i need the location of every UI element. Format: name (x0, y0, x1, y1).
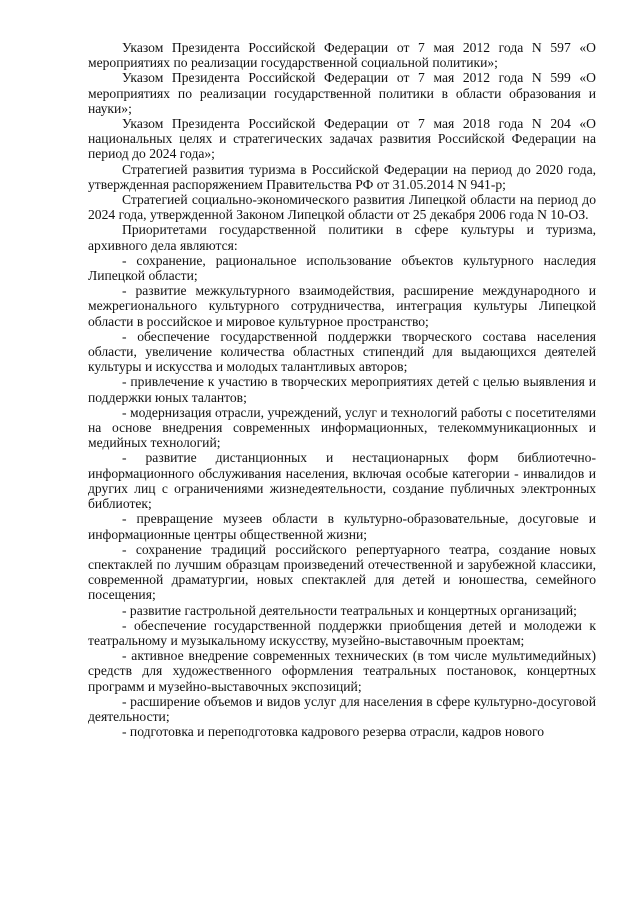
priorities-intro-paragraph: Приоритетами государственной политики в сфере культуры и туризма, архивного дела являются: (88, 222, 596, 253)
priority-list-item: - превращение музеев области в культурно-образовательные, досуговые и информационные центры общественной жизни; (88, 511, 596, 542)
priority-list-item: - сохранение традиций российского репертуарного театра, создание новых спектаклей по лучшим образцам произведений отечественной и зарубежной классики, современной драматургии, новых спектаклей для детей и юношества, семейного посещения; (88, 541, 596, 603)
priority-list-item: - подготовка и переподготовка кадрового резерва отрасли, кадров нового (122, 724, 545, 740)
decree-597-paragraph: Указом Президента Российской Федерации от 7 мая 2012 года N 597 «О мероприятиях по реализации государственной социальной политики»; (88, 40, 596, 71)
decree-599-paragraph: Указом Президента Российской Федерации от 7 мая 2012 года N 599 «О мероприятиях по реализации государственной политики в области образования и науки»; (88, 70, 596, 116)
priority-list-item: - привлечение к участию в творческих мероприятиях детей с целью выявления и поддержки юных талантов; (88, 374, 596, 405)
priority-list-item: - обеспечение государственной поддержки приобщения детей и молодежи к театральному и музыкальному искусству, музейно-выставочным проектам; (88, 617, 596, 648)
decree-204-paragraph: Указом Президента Российской Федерации от 7 мая 2018 года N 204 «О национальных целях и стратегических задачах развития Российской Федерации на период до 2024 года»; (88, 116, 596, 162)
priority-list-item: - развитие дистанционных и нестационарных форм библиотечно-информационного обслуживания населения, включая особые категории - инвалидов и других лиц с ограничениями жизнедеятельности, создание публичных электронных библиотек; (88, 450, 596, 512)
priority-list-item: - сохранение, рациональное использование объектов культурного наследия Липецкой области; (88, 252, 596, 284)
regional-strategy-paragraph: Стратегией социально-экономического развития Липецкой области на период до 2024 года, утвержденной Законом Липецкой области от 25 декабря 2006 года N 10-ОЗ. (88, 192, 596, 223)
priority-list-item: - развитие межкультурного взаимодействия, расширение международного и межрегионального культурного сотрудничества, интеграция культуры Липецкой области в российское и мировое культурное пространство; (88, 283, 596, 329)
priority-list-item: - расширение объемов и видов услуг для населения в сфере культурно-досуговой деятельности; (88, 693, 596, 724)
priority-list-item: - модернизация отрасли, учреждений, услуг и технологий работы с посетителями на основе внедрения современных информационных, телекоммуникационных и медийных технологий; (88, 404, 596, 451)
document-body (88, 40, 596, 739)
tourism-strategy-paragraph: Стратегией развития туризма в Российской Федерации на период до 2020 года, утвержденная распоряжением Правительства РФ от 31.05.2014 N 941-р; (88, 161, 596, 192)
priority-list-item: - развитие гастрольной деятельности театральных и концертных организаций; (122, 602, 577, 618)
priority-list-item: - обеспечение государственной поддержки творческого состава населения области, увеличение количества областных стипендий для выдающихся деятелей культуры и искусства и молодых талантливых авторов; (88, 328, 596, 375)
priority-list-item: - активное внедрение современных технических (в том числе мультимедийных) средств для художественного оформления театральных постановок, концертных программ и музейно-выставочных экспозиций; (88, 648, 596, 694)
